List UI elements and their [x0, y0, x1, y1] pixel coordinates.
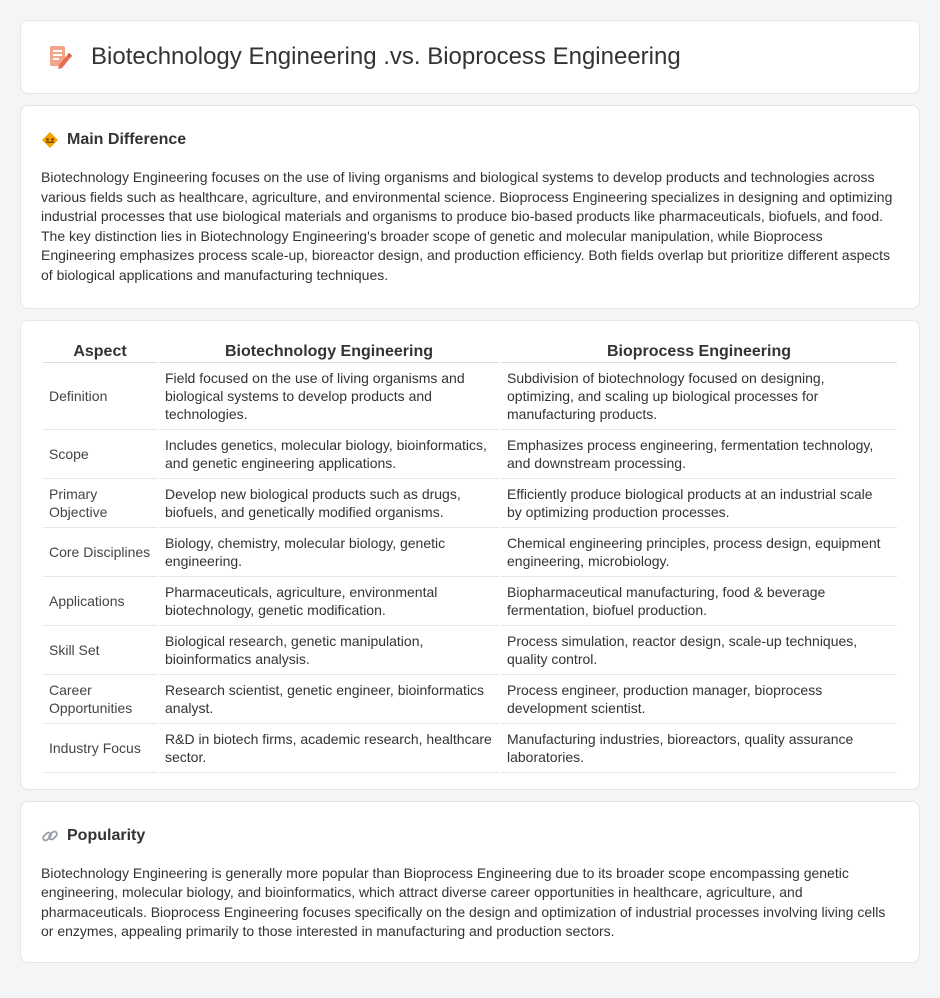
row-biotechnology: R&D in biotech firms, academic research, healthcare sector. [159, 724, 499, 773]
row-aspect: Definition [43, 363, 157, 430]
header-aspect: Aspect [43, 339, 157, 363]
popularity-title: Popularity [67, 826, 146, 844]
row-biotechnology: Pharmaceuticals, agriculture, environmental biotechnology, genetic modification. [159, 577, 499, 626]
row-biotechnology: Includes genetics, molecular biology, bioinformatics, and genetic engineering applications. [159, 430, 499, 479]
link-icon [41, 827, 59, 845]
edit-document-icon [45, 43, 73, 71]
page-title: Biotechnology Engineering .vs. Bioprocess Engineering [91, 43, 681, 70]
table-row [43, 724, 897, 773]
table-row [43, 528, 897, 577]
row-aspect: Applications [43, 577, 157, 626]
main-difference-title: Main Difference [67, 131, 187, 148]
table-row [43, 363, 897, 430]
main-difference-text: Biotechnology Engineering focuses on the use of living organisms and biological systems to develop products and technologies across various fields such as healthcare, agriculture, and environmental science. Bioprocess Engineering specializes in designing and optimizing industrial processes that use biological materials and organisms to produce bio-based products like pharmaceuticals, biofuels, and food. The key distinction lies in Biotechnology Engineering's broader scope of genetic and molecular manipulation, while Bioprocess Engineering emphasizes process scale-up, bioreactor design, and production efficiency. Both fields overlap but prioritize different aspects of biological applications and manufacturing techniques. [41, 169, 893, 283]
popularity-text: Biotechnology Engineering is generally more popular than Bioprocess Engineering due to its broader scope encompassing genetic engineering, molecular biology, and bioinformatics, which attract diverse career opportunities in healthcare, agriculture, and pharmaceuticals. Bioprocess Engineering focuses specifically on the design and optimization of industrial processes involving living cells or enzymes, appealing primarily to those interested in manufacturing and production sectors. [41, 864, 886, 940]
header-bioprocess: Bioprocess Engineering [501, 339, 897, 363]
row-aspect: Industry Focus [43, 724, 157, 773]
table-header-row [43, 339, 897, 363]
comparison-section [20, 320, 920, 790]
header-biotechnology: Biotechnology Engineering [159, 339, 499, 363]
row-bioprocess: Efficiently produce biological products at an industrial scale by optimizing production processes. [501, 479, 897, 528]
diamond-sign-icon [41, 131, 59, 149]
table-row [43, 479, 897, 528]
table-row [43, 675, 897, 724]
row-aspect: Primary Objective [43, 479, 157, 528]
popularity-header [41, 824, 899, 848]
table-row [43, 577, 897, 626]
main-difference-section [20, 105, 920, 309]
row-bioprocess: Manufacturing industries, bioreactors, quality assurance laboratories. [501, 724, 897, 773]
row-bioprocess: Process simulation, reactor design, scale-up techniques, quality control. [501, 626, 897, 675]
row-bioprocess: Chemical engineering principles, process design, equipment engineering, microbiology. [501, 528, 897, 577]
row-bioprocess: Biopharmaceutical manufacturing, food & beverage fermentation, biofuel production. [501, 577, 897, 626]
row-bioprocess: Process engineer, production manager, bioprocess development scientist. [501, 675, 897, 724]
popularity-section [20, 801, 920, 963]
table-row [43, 626, 897, 675]
comparison-table [41, 339, 899, 773]
row-biotechnology: Biological research, genetic manipulation, bioinformatics analysis. [159, 626, 499, 675]
page-header [20, 20, 920, 94]
row-aspect: Career Opportunities [43, 675, 157, 724]
main-difference-header [41, 128, 899, 152]
row-aspect: Core Disciplines [43, 528, 157, 577]
row-biotechnology: Develop new biological products such as drugs, biofuels, and genetically modified organisms. [159, 479, 499, 528]
row-biotechnology: Research scientist, genetic engineer, bioinformatics analyst. [159, 675, 499, 724]
row-aspect: Skill Set [43, 626, 157, 675]
table-row [43, 430, 897, 479]
row-biotechnology: Biology, chemistry, molecular biology, genetic engineering. [159, 528, 499, 577]
row-aspect: Scope [43, 430, 157, 479]
row-bioprocess: Emphasizes process engineering, fermentation technology, and downstream processing. [501, 430, 897, 479]
row-bioprocess: Subdivision of biotechnology focused on designing, optimizing, and scaling up biological processes for manufacturing products. [501, 363, 897, 430]
row-biotechnology: Field focused on the use of living organisms and biological systems to develop products and technologies. [159, 363, 499, 430]
